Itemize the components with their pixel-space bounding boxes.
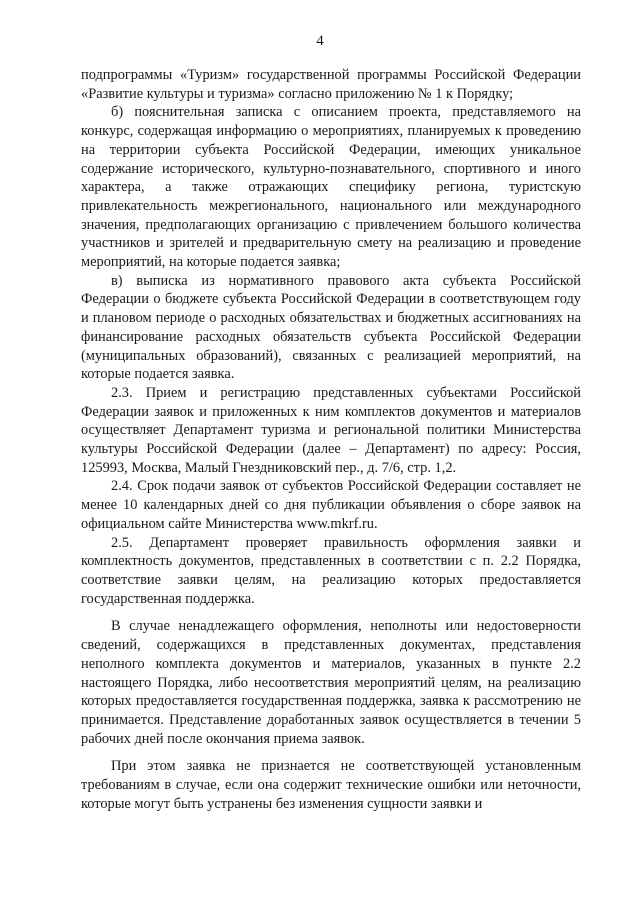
- paragraph-improper-application: В случае ненадлежащего оформления, неполноты или недостоверности сведений, содержащихся в представленных документах, представления неполного комплекта документов и материалов, указанных в пункте 2.2 настоящего Порядка, либо несоответствия мероприятий целям, на реализацию которых предоставляется государственная поддержка, заявка к рассмотрению не принимается. Представление доработанных заявок осуществляется в течении 5 рабочих дней после окончания приема заявок.: [81, 618, 581, 747]
- paragraph-section-2-4: 2.4. Срок подачи заявок от субъектов Российской Федерации составляет не менее 10 календарных дней со дня публикации объявления о сборе заявок на официальном сайте Министерства www.mkrf.ru.: [81, 478, 581, 532]
- paragraph-section-2-3: 2.3. Прием и регистрацию представленных субъектами Российской Федерации заявок и приложенных к ним комплектов документов и материалов осуществляет Департамент туризма и региональной политики Министерства культуры Российской Федерации (далее – Департамент) по адресу: Россия, 125993, Москва, Малый Гнездниковский пер., д. 7/6, стр. 1,2.: [81, 384, 581, 476]
- paragraph-section-2-5: 2.5. Департамент проверяет правильность оформления заявки и комплектность документов, представленных в соответствии с п. 2.2 Порядка, соответствие заявки целям, на реализацию которых предоставляется государственная поддержка.: [81, 534, 581, 607]
- page-number: 4: [316, 33, 324, 49]
- paragraph-item-v: в) выписка из нормативного правового акта субъекта Российской Федерации о бюджете субъекта Российской Федерации в соответствующем году и плановом периоде о расходных обязательствах и бюджетных ассигнованиях на финансирование расходных обязательств субъекта Российской Федерации (муниципальных образований), связанных с реализацией мероприятий, на которые подается заявка.: [81, 272, 581, 383]
- paragraph-item-b: б) пояснительная записка с описанием проекта, представляемого на конкурс, содержащая информацию о мероприятиях, планируемых к проведению на территории субъекта Российской Федерации, имеющих уникальное содержание исторического, культурно-познавательного, спортивного и иного характера, а также отражающих специфику региона, туристскую привлекательность межрегионального, национального или международного значения, предполагающих организацию с привлечением большого количества участников и зрителей и предварительную смету на реализацию и проведение мероприятий, на которые подается заявка;: [81, 104, 581, 271]
- paragraph-program-reference: подпрограммы «Туризм» государственной программы Российской Федерации «Развитие культуры и туризма» согласно приложению № 1 к Порядку;: [81, 67, 581, 102]
- document-body: [81, 66, 581, 813]
- paragraph-technical-errors: При этом заявка не признается не соответствующей установленным требованиям в случае, если она содержит технические ошибки или неточности, которые могут быть устранены без изменения сущности заявки и: [81, 758, 581, 812]
